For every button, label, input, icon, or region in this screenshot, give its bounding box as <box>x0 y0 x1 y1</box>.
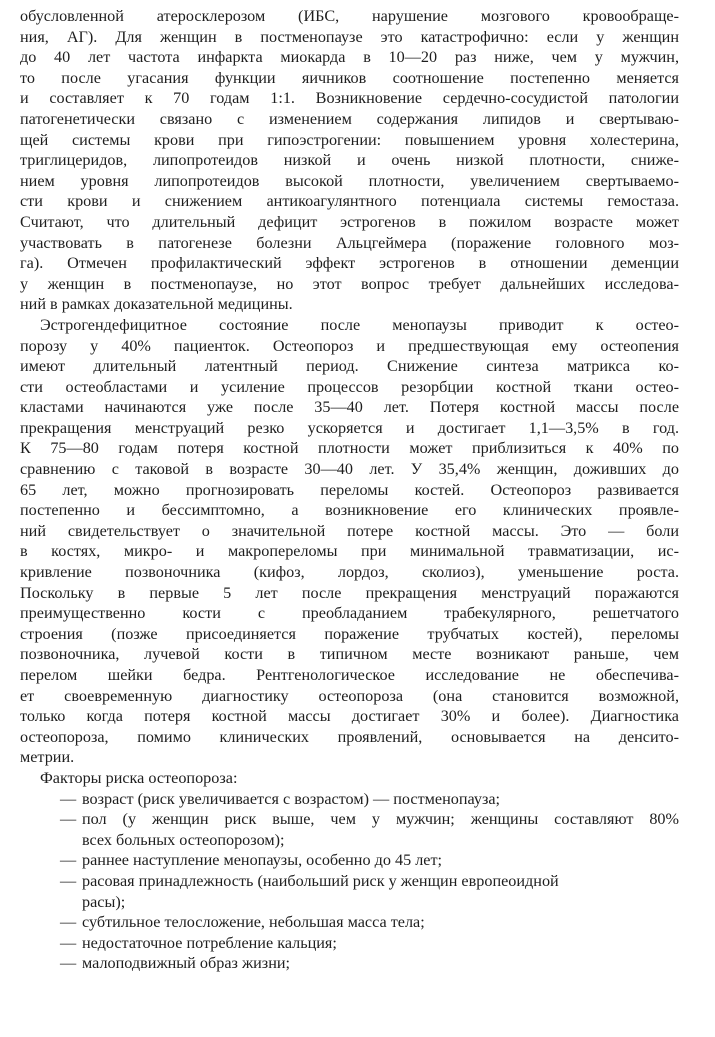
text-line: перелом шейки бедра. Рентгенологическое исследование не обеспечива- <box>20 666 679 684</box>
text-line: позвоночника, лучевой кости в типичном месте возникают раньше, чем <box>20 645 679 664</box>
text-line: триглицеридов, липопротеидов низкой и очень низкой плотности, сниже- <box>20 151 679 170</box>
list-item-line <box>20 912 679 933</box>
list-item-line <box>20 789 679 810</box>
text-line: порозу у 40% пациенток. Остеопороз и предшествующая ему остеопения <box>20 336 679 355</box>
dash-marker: — <box>60 810 77 829</box>
list-item <box>20 871 679 912</box>
text-line: нием уровня липопротеидов высокой плотности, увеличением свертываемо- <box>20 171 679 190</box>
document-page <box>20 6 679 974</box>
text-line: имеют длительный латентный период. Снижение синтеза матрикса ко- <box>20 357 679 376</box>
text-line: постепенно и бессимптомно, а возникновение его клинических проявле- <box>20 501 679 520</box>
text-line: до 40 лет частота инфаркта миокарда в 10—20 раз ниже, чем у мужчин, <box>20 48 679 67</box>
list-item-text: пол (у женщин риск выше, чем у мужчин; женщины составляют 80% <box>82 810 679 829</box>
text-line: сти остеобластами и усиление процессов резорбции костной ткани остео- <box>20 377 679 396</box>
list-item-line <box>20 850 679 871</box>
list-item-text: раннее наступление менопаузы, особенно до 45 лет; <box>82 851 443 870</box>
text-line: патогенетически связано с изменением содержания липидов и свертываю- <box>20 109 679 128</box>
text-line: участвовать в патогенезе болезни Альцгеймера (поражение головного моз- <box>20 233 679 252</box>
dash-marker: — <box>60 933 77 952</box>
text-line: ет своевременную диагностику остеопороза (она становится возможной, <box>20 686 679 705</box>
list-item-text: малоподвижный образ жизни; <box>82 954 291 973</box>
list-item <box>20 933 679 954</box>
list-item <box>20 789 679 810</box>
risk-factors-heading: Факторы риска остеопороза: <box>40 768 238 787</box>
list-item-line <box>20 809 679 830</box>
list-item-text: субтильное телосложение, небольшая масса тела; <box>82 913 425 932</box>
text-line: 65 лет, можно прогнозировать переломы костей. Остеопороз развивается <box>20 480 679 499</box>
text-line: в костях, микро- и макропереломы при минимальной травматизации, ис- <box>20 542 679 561</box>
text-line: кривление позвоночника (кифоз, лордоз, сколиоз), уменьшение роста. <box>20 563 679 582</box>
dash-marker: — <box>60 913 77 932</box>
list-item <box>20 912 679 933</box>
text-line: га). Отмечен профилактический эффект эстрогенов в отношении деменции <box>20 254 679 273</box>
text-line: обусловленной атеросклерозом (ИБС, нарушение мозгового кровообраще- <box>20 7 679 25</box>
list-item-line <box>20 933 679 954</box>
risk-factors-list <box>20 789 679 974</box>
text-line: К 75—80 годам потеря костной плотности может приблизиться к 40% по <box>20 439 679 458</box>
list-item-line <box>20 953 679 974</box>
list-item-text: возраст (риск увеличивается с возрастом) — постменопауза; <box>82 789 501 808</box>
list-item-line <box>20 871 679 892</box>
text-line: ний свидетельствует о значительной потере костной массы. Это — боли <box>20 521 679 540</box>
list-item-text: расовая принадлежность (наибольший риск у женщин европеоидной <box>82 871 559 890</box>
text-line: то после угасания функции яичников соотношение постепенно меняется <box>20 68 679 87</box>
text-line: ния, АГ). Для женщин в постменопаузе это катастрофично: если у женщин <box>20 27 679 46</box>
text-line: щей системы крови при гипоэстрогении: повышением уровня холестерина, <box>20 130 679 149</box>
text-line: кластами начинаются уже после 35—40 лет. Потеря костной массы после <box>20 398 679 417</box>
text-line: у женщин в постменопаузе, но этот вопрос требует дальнейших исследова- <box>20 274 679 293</box>
paragraph-osteoporosis <box>20 315 679 768</box>
text-line: и составляет к 70 годам 1:1. Возникновение сердечно-сосудистой патологии <box>20 89 679 108</box>
text-line: сравнению с таковой в возрасте 30—40 лет. У 35,4% женщин, доживших до <box>20 460 679 479</box>
dash-marker: — <box>60 789 77 808</box>
text-line: прекращения менструаций резко ускоряется и достигает 1,1—3,5% в год. <box>20 418 679 437</box>
paragraph-atherosclerosis <box>20 6 679 315</box>
dash-marker: — <box>60 851 77 870</box>
text-line: остеопороза, помимо клинических проявлений, основывается на денсито- <box>20 727 679 746</box>
dash-marker: — <box>60 871 77 890</box>
text-line: преимущественно кости с преобладанием трабекулярного, решетчатого <box>20 604 679 623</box>
text-line: Считают, что длительный дефицит эстрогенов в пожилом возрасте может <box>20 212 679 231</box>
list-item-text: недостаточное потребление кальция; <box>82 933 337 952</box>
text-line: сти крови и снижением антикоагулянтного потенциала системы гемостаза. <box>20 192 679 211</box>
list-item-continuation: расы); <box>82 892 126 911</box>
list-item <box>20 953 679 974</box>
list-item <box>20 850 679 871</box>
text-line: строения (позже присоединяется поражение трубчатых костей), переломы <box>20 624 679 643</box>
text-line: Поскольку в первые 5 лет после прекращения менструаций поражаются <box>20 583 679 602</box>
text-line: ний в рамках доказательной медицины. <box>20 295 293 314</box>
text-line: Эстрогендефицитное состояние после менопаузы приводит к остео- <box>40 315 679 334</box>
list-item <box>20 809 679 850</box>
text-line: метрии. <box>20 748 75 767</box>
list-item-continuation: всех больных остеопорозом); <box>82 830 285 849</box>
text-line: только когда потеря костной массы достигает 30% и более). Диагностика <box>20 707 679 726</box>
dash-marker: — <box>60 954 77 973</box>
